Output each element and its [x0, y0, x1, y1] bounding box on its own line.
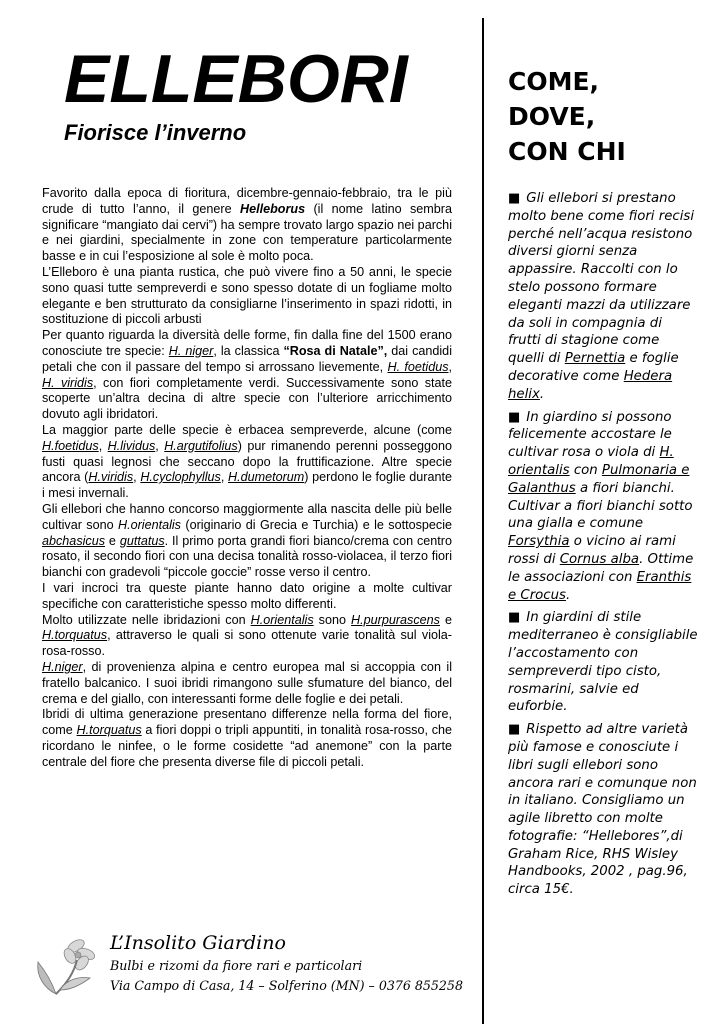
species-name: H.dumetorum	[228, 470, 305, 485]
tip-item	[508, 190, 698, 404]
text-run: La maggior parte delle specie è erbacea sempreverde, alcune (come	[42, 422, 452, 437]
article-paragraph	[42, 502, 452, 581]
species-name: H.torquatus	[42, 628, 108, 643]
plant-name: Forsythia	[508, 534, 570, 550]
text-run: Gli ellebori che hanno concorso maggiormente alla nascita delle più belle cultivar sono	[42, 501, 452, 532]
text-run: Ibridi di ultima generazione presentano differenze nella forma del fiore, come	[42, 707, 452, 738]
species-name: H.niger	[42, 659, 83, 674]
article-paragraph	[42, 423, 452, 502]
square-bullet-icon: ■	[508, 722, 521, 738]
species-name: H.lividus	[107, 438, 156, 453]
text-run: e foglie decorative come	[508, 351, 679, 384]
text-run: ,	[448, 359, 452, 374]
plant-name: Pernettia	[564, 351, 626, 367]
text-run: con	[569, 462, 602, 478]
tip-item	[508, 409, 698, 605]
article-paragraph	[42, 660, 452, 707]
flower-logo-icon	[30, 932, 102, 998]
species-name: H.cyclophyllus	[140, 470, 221, 485]
species-name: H. niger	[168, 343, 214, 358]
subspecies-name: abchasicus	[42, 533, 106, 548]
text-run: ) pur rimanendo perenni posseggono fusti quasi legnosi che seccano dopo la fruttificazione. Altre specie ancora (	[42, 438, 453, 485]
species-name: H. viridis	[42, 375, 94, 390]
text-run: .	[565, 587, 571, 603]
text-run: a fiori doppi o tripli appuntiti, in tonalità rosa-rosso, che ricordano le ninfee, o le forme cosidette “ad anemone” con la parte centrale del fiore che presenta diverse file di piccoli petali.	[42, 723, 452, 769]
text-run: e	[105, 533, 120, 548]
text-run: Per quanto riguarda la diversità delle forme, fin dalla fine del 1500 erano conosciute tre specie:	[42, 328, 452, 358]
text-run: ) perdono le foglie durante i mesi invernali.	[42, 470, 453, 501]
text-run: ,	[155, 438, 165, 453]
text-run: ,	[133, 470, 141, 485]
square-bullet-icon: ■	[508, 409, 521, 425]
text-run: , la classica	[213, 343, 284, 358]
article-paragraph	[42, 613, 452, 660]
text-run: . Il primo porta grandi fiori bianco/crema con centro rosato, il secondo fiori con una decisa tonalità rosso-violacea, il terzo fiori bianchi con gradevoli “piccole goccie” rosse verso il centro.	[42, 533, 452, 580]
article-paragraph: L’Elleboro è una pianta rustica, che può vivere fino a 50 anni, le specie sono quasi tutte sempreverdi e sono spesso dotate di un fogliame molto elegante e ben strutturato da consigliarne l’inserimento in spazi ridotti, in sostituzione di piccoli arbusti	[42, 264, 452, 327]
common-name: “Rosa di Natale”,	[283, 343, 388, 358]
article-paragraph: I vari incroci tra queste piante hanno dato origine a molte cultivar specifiche con caratteristiche spesso molto differenti.	[42, 580, 452, 611]
text-run: Gli ellebori si prestano molto bene come fiori recisi perché nell’acqua resistono diversi giorni senza appassire. Raccolti con lo stelo possono formare eleganti mazzi da utilizzare da soli in compagnia di frutti di stagione come quelli di	[508, 191, 695, 367]
page-subtitle: Fiorisce l’inverno	[64, 120, 247, 145]
species-name: H.purpurascens	[351, 612, 440, 627]
text-run: e	[439, 612, 453, 627]
text-run: Favorito dalla epoca di fioritura, dicembre-gennaio-febbraio, tra le più crude di tutto l’anno, il genere	[42, 186, 452, 216]
plant-name: Hedera helix	[508, 368, 673, 402]
plant-name: Cornus alba	[559, 551, 640, 567]
plant-name: H. orientalis	[508, 445, 674, 478]
article-paragraph	[42, 186, 452, 265]
shop-address: Via Campo di Casa, 14 – Solferino (MN) – 0376 855258	[110, 978, 463, 993]
page-title: ELLEBORI	[64, 41, 408, 117]
plant-name: Pulmonaria e Galanthus	[508, 462, 690, 496]
species-name: H.viridis	[88, 470, 134, 485]
footer	[110, 930, 463, 996]
article-paragraph	[42, 707, 452, 770]
text-run: .	[539, 386, 545, 402]
shop-name: L’Insolito Giardino	[110, 932, 286, 954]
text-run: (il nome latino sembra significare “mangiato dai cervi”) ha sempre trovato largo spazio nei parchi e nei giardini, specialmente in zone con temperature particolarmente basse e in cui l’esposizione al sole è molto poca.	[42, 201, 452, 264]
text-run: , di provenienza alpina e centro europea mal si accoppia con il fratello balcanico. I suoi ibridi rimangono sulle sfumature del bianco, del crema e del giallo, con interessanti forme delle foglie e dei petali.	[42, 659, 452, 706]
species-name: H.orientalis	[250, 612, 314, 627]
square-bullet-icon: ■	[508, 610, 521, 626]
text-run: , con fiori completamente verdi. Successivamente sono state scoperte un’altra decina di altre specie con l’ulteriore arricchimento dovuto agli ibridatori.	[42, 375, 453, 422]
text-run: dai candidi petali che con il passare del tempo si arrossano lievemente,	[42, 343, 452, 374]
article-body	[42, 186, 452, 770]
species-name: H. foetidus	[387, 359, 449, 374]
text-run: (originario di Grecia e Turchia) e le sottospecie	[180, 517, 452, 532]
sidebar-title-line: COME,	[508, 67, 600, 96]
species-name: H.torquatus	[76, 723, 142, 738]
text-run: ,	[220, 470, 228, 485]
column-divider	[482, 18, 484, 1024]
text-run: sono	[313, 612, 352, 627]
sidebar-title	[508, 64, 626, 169]
square-bullet-icon: ■	[508, 191, 521, 206]
sidebar-title-line: DOVE,	[508, 102, 596, 131]
text-run: Rispetto ad altre varietà più famose e conosciute i libri sugli ellebori sono ancora rari e comunque non in italiano. Consigliamo un agile libretto con molte fotografie: “Hellebores”,di Graham Rice, RHS Wisley Handbooks, 2002 , pag.96, circa 15€.	[508, 722, 697, 898]
species-name: H.orientalis	[117, 517, 181, 532]
text-run: o vicino ai rami rossi di	[508, 534, 676, 567]
species-name: H.foetidus	[42, 438, 99, 453]
text-run: In giardino si possono felicemente accostare le cultivar rosa o viola di	[508, 409, 672, 461]
text-run: . Ottime le associazioni con	[508, 551, 694, 585]
article-paragraph	[42, 328, 452, 423]
shop-tagline: Bulbi e rizomi da fiore rari e particolari	[110, 958, 363, 973]
text-run: In giardini di stile mediterraneo è consigliabile l’accostamento con sempreverdi tipo cisto, rosmarini, salvie ed euforbie.	[508, 610, 698, 715]
text-run: a fiori bianchi. Cultivar a fiori bianchi sotto una gialla e comune	[508, 480, 693, 532]
text-run: ,	[98, 438, 108, 453]
text-run: Molto utilizzate nelle ibridazioni con	[42, 612, 251, 627]
plant-name: Eranthis e Crocus	[508, 569, 692, 603]
tip-item	[508, 609, 698, 716]
sidebar-tips	[508, 190, 698, 904]
subspecies-name: guttatus	[119, 533, 165, 548]
tip-item	[508, 721, 698, 899]
text-run: , attraverso le quali si sono ottenute varie tonalità sul viola-rosa-rosso.	[42, 628, 452, 659]
species-name: H.argutifolius	[164, 438, 238, 453]
sidebar-title-line: CON CHI	[508, 137, 626, 166]
genus-name: Helleborus	[240, 201, 306, 216]
